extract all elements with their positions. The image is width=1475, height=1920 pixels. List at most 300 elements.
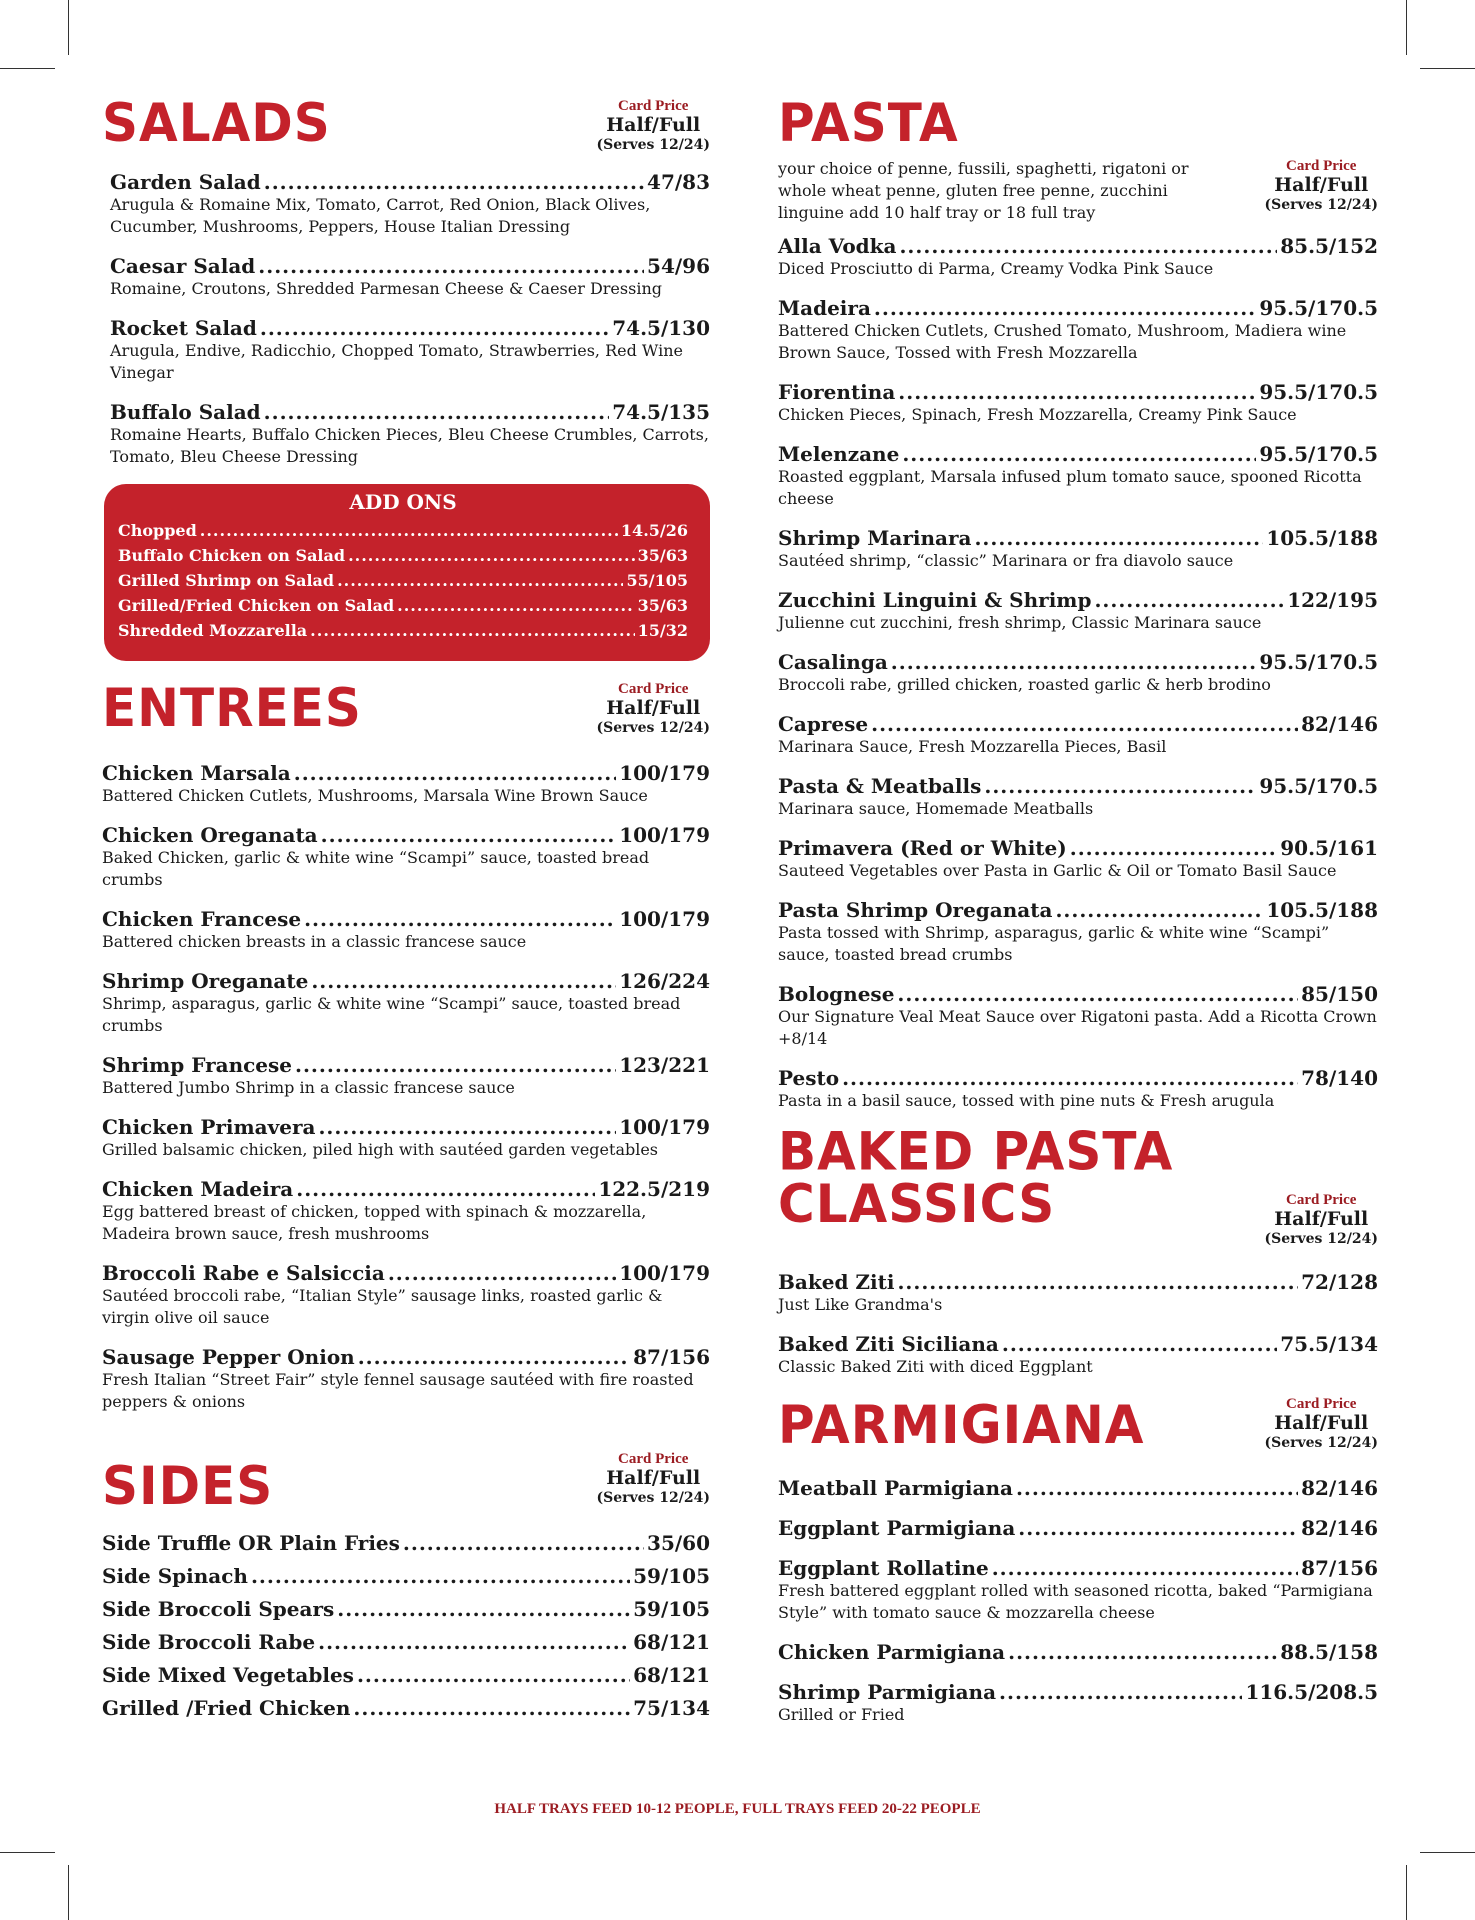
- menu-item: [102, 1564, 710, 1588]
- menu-item-price: 105.5/188: [1266, 526, 1378, 550]
- menu-item-price: 105.5/188: [1266, 898, 1378, 922]
- menu-item-name: Shrimp Marinara: [778, 526, 972, 550]
- menu-item-name: Eggplant Rollatine: [778, 1556, 989, 1580]
- menu-item-name: Chicken Parmigiana: [778, 1640, 1006, 1664]
- menu-item: [778, 526, 1378, 572]
- dot-leader: [200, 518, 618, 543]
- menu-item-name: Side Spinach: [102, 1564, 248, 1588]
- menu-item-price: 35/60: [647, 1531, 710, 1555]
- menu-item-description: Fresh Italian “Street Fair” style fennel sausage sautéed with fire roasted peppers & onions: [102, 1370, 694, 1411]
- dot-leader: [1002, 1332, 1277, 1356]
- menu-item: [110, 316, 710, 384]
- menu-item-price: 59/105: [633, 1597, 710, 1621]
- menu-item-description: Baked Chicken, garlic & white wine “Scampi” sauce, toasted bread crumbs: [102, 848, 650, 889]
- menu-item-name: Meatball Parmigiana: [778, 1476, 1013, 1500]
- price-header: [596, 1451, 710, 1506]
- menu-item-name: Casalinga: [778, 650, 888, 674]
- menu-item-line: [778, 774, 1378, 798]
- menu-item: [102, 1696, 710, 1720]
- crop-mark: [0, 68, 55, 69]
- menu-item: [778, 898, 1378, 966]
- menu-item-name: Buffalo Chicken on Salad: [118, 546, 346, 565]
- menu-item-name: Chicken Primavera: [102, 1115, 316, 1139]
- menu-item-line: [102, 969, 710, 993]
- menu-item: [778, 836, 1378, 882]
- menu-item-price: 100/179: [619, 907, 710, 931]
- menu-item-name: Broccoli Rabe e Salsiccia: [102, 1261, 385, 1285]
- menu-item-price: 47/83: [647, 170, 710, 194]
- menu-item-line: [778, 1066, 1378, 1090]
- menu-item: [102, 969, 710, 1037]
- menu-item-description: Romaine, Croutons, Shredded Parmesan Cheese & Caeser Dressing: [110, 279, 662, 298]
- dot-leader: [984, 774, 1256, 798]
- menu-item-description: Romaine Hearts, Buffalo Chicken Pieces, Bleu Cheese Crumbles, Carrots, Tomato, Bleu Cheese Dressing: [110, 425, 709, 466]
- menu-item-line: [778, 1476, 1378, 1500]
- menu-item-line: [778, 1332, 1378, 1356]
- menu-item-line: [102, 1261, 710, 1285]
- dot-leader: [1055, 898, 1263, 922]
- half-full-label: Half/Full: [606, 114, 701, 137]
- half-full-label: Half/Full: [606, 697, 701, 720]
- dot-leader: [891, 650, 1257, 674]
- menu-item-description: Battered Chicken Cutlets, Mushrooms, Marsala Wine Brown Sauce: [102, 786, 648, 805]
- baked-title: BAKED PASTA CLASSICS: [778, 1121, 1174, 1235]
- menu-item: [118, 618, 688, 643]
- menu-item-name: Shrimp Francese: [102, 1053, 292, 1077]
- menu-item: [778, 1476, 1378, 1500]
- price-header: [1264, 1192, 1378, 1247]
- menu-item-line: [778, 1640, 1378, 1664]
- menu-item: [778, 296, 1378, 364]
- dot-leader: [388, 1261, 616, 1285]
- menu-item-line: [778, 1680, 1378, 1704]
- menu-item-price: 95.5/170.5: [1259, 650, 1378, 674]
- dot-leader: [264, 400, 610, 424]
- menu-item: [102, 1597, 710, 1621]
- dot-leader: [251, 1564, 630, 1588]
- menu-item-line: [102, 1345, 710, 1369]
- menu-item-price: 68/121: [633, 1630, 710, 1654]
- menu-item-line: [778, 982, 1378, 1006]
- serves-label: (Serves 12/24): [1264, 1435, 1378, 1452]
- parm-title: PARMIGIANA: [778, 1394, 1145, 1456]
- menu-item-price: 78/140: [1301, 1066, 1378, 1090]
- menu-item-name: Rocket Salad: [110, 316, 257, 340]
- menu-item-name: Side Mixed Vegetables: [102, 1663, 354, 1687]
- addons-box: [104, 484, 710, 661]
- menu-item-name: Pasta & Meatballs: [778, 774, 982, 798]
- half-full-label: Half/Full: [1274, 1208, 1369, 1231]
- menu-item-price: 55/105: [626, 571, 688, 590]
- menu-item-line: [778, 296, 1378, 320]
- menu-item-price: 87/156: [1301, 1556, 1378, 1580]
- entrees-list: [102, 761, 710, 1413]
- menu-item-line: [102, 1177, 710, 1201]
- dot-leader: [318, 1630, 630, 1654]
- menu-item: [778, 1270, 1378, 1316]
- menu-item-line: [778, 1270, 1378, 1294]
- menu-item: [102, 1261, 710, 1329]
- menu-item-price: 82/146: [1301, 712, 1378, 736]
- menu-item-price: 100/179: [619, 1261, 710, 1285]
- dot-leader: [842, 1066, 1298, 1090]
- menu-item-line: [110, 170, 710, 194]
- menu-item-price: 95.5/170.5: [1259, 380, 1378, 404]
- entrees-header: [102, 679, 710, 761]
- menu-item-name: Baked Ziti: [778, 1270, 895, 1294]
- menu-item: [102, 1630, 710, 1654]
- menu-item-description: Sautéed shrimp, “classic” Marinara or fra diavolo sauce: [778, 551, 1234, 570]
- half-full-label: Half/Full: [1274, 1412, 1369, 1435]
- crop-mark: [68, 0, 69, 55]
- menu-item: [110, 170, 710, 238]
- menu-item-price: 85.5/152: [1280, 234, 1378, 258]
- menu-item: [110, 254, 710, 300]
- menu-item: [102, 1053, 710, 1099]
- menu-item-description: Arugula, Endive, Radicchio, Chopped Tomato, Strawberries, Red Wine Vinegar: [110, 341, 683, 382]
- menu-item: [778, 1640, 1378, 1664]
- menu-item-description: Our Signature Veal Meat Sauce over Rigatoni pasta. Add a Ricotta Crown +8/14: [778, 1007, 1377, 1048]
- menu-item-line: [110, 400, 710, 424]
- card-price-label: Card Price: [1286, 1192, 1357, 1208]
- menu-item-price: 122/195: [1287, 588, 1378, 612]
- dot-leader: [321, 823, 617, 847]
- parm-header: [778, 1394, 1378, 1476]
- menu-item-description: Pasta in a basil sauce, tossed with pine nuts & Fresh arugula: [778, 1091, 1275, 1110]
- menu-item-name: Chicken Oreganata: [102, 823, 318, 847]
- menu-item-price: 35/63: [637, 546, 688, 565]
- menu-item-line: [110, 254, 710, 278]
- menu-item-price: 100/179: [619, 1115, 710, 1139]
- menu-item-name: Chicken Madeira: [102, 1177, 294, 1201]
- menu-item-description: Julienne cut zucchini, fresh shrimp, Classic Marinara sauce: [778, 613, 1262, 632]
- dot-leader: [258, 254, 644, 278]
- menu-item-line: [102, 1696, 710, 1720]
- menu-item-line: [118, 568, 688, 593]
- menu-item-name: Fiorentina: [778, 380, 896, 404]
- dot-leader: [1070, 836, 1278, 860]
- left-column: [102, 92, 710, 1729]
- menu-item: [778, 442, 1378, 510]
- dot-leader: [974, 526, 1263, 550]
- dot-leader: [897, 1270, 1298, 1294]
- menu-item-name: Alla Vodka: [778, 234, 897, 258]
- menu-item: [118, 568, 688, 593]
- menu-item: [778, 234, 1378, 280]
- menu-item: [778, 1516, 1378, 1540]
- menu-item-line: [778, 1516, 1378, 1540]
- right-column: [778, 92, 1378, 1742]
- menu-item-line: [102, 907, 710, 931]
- menu-item-price: 15/32: [637, 621, 688, 640]
- menu-item-line: [118, 518, 688, 543]
- menu-item: [778, 1556, 1378, 1624]
- menu-item-description: Broccoli rabe, grilled chicken, roasted garlic & herb brodino: [778, 675, 1271, 694]
- dot-leader: [310, 618, 634, 643]
- menu-item-description: Sauteed Vegetables over Pasta in Garlic & Oil or Tomato Basil Sauce: [778, 861, 1337, 880]
- baked-header: [778, 1121, 1378, 1270]
- menu-item-name: Grilled Shrimp on Salad: [118, 571, 335, 590]
- menu-item-name: Primavera (Red or White): [778, 836, 1067, 860]
- menu-item-line: [778, 380, 1378, 404]
- menu-item-price: 126/224: [619, 969, 710, 993]
- menu-item: [102, 761, 710, 807]
- addons-title: ADD ONS: [349, 490, 457, 514]
- salads-header: [102, 92, 710, 170]
- menu-item-name: Chicken Marsala: [102, 761, 291, 785]
- menu-item-name: Pesto: [778, 1066, 840, 1090]
- serves-label: (Serves 12/24): [596, 1490, 710, 1507]
- menu-item-line: [778, 234, 1378, 258]
- dot-leader: [318, 1115, 616, 1139]
- serves-label: (Serves 12/24): [1264, 197, 1378, 214]
- menu-item: [118, 543, 688, 568]
- baked-list: [778, 1270, 1378, 1378]
- dot-leader: [348, 543, 635, 568]
- menu-item: [102, 1345, 710, 1413]
- menu-item-price: 82/146: [1301, 1516, 1378, 1540]
- menu-item-description: Pasta tossed with Shrimp, asparagus, garlic & white wine “Scampi” sauce, toasted bread crumbs: [778, 923, 1330, 964]
- menu-item: [102, 1663, 710, 1687]
- menu-item-line: [118, 618, 688, 643]
- dot-leader: [871, 712, 1298, 736]
- footer-note: HALF TRAYS FEED 10-12 PEOPLE, FULL TRAYS FEED 20-22 PEOPLE: [494, 1801, 981, 1817]
- menu-item-description: Marinara sauce, Homemade Meatballs: [778, 799, 1094, 818]
- pasta-header: [778, 92, 1378, 234]
- salads-list: [102, 170, 710, 468]
- menu-item-line: [778, 650, 1378, 674]
- menu-item-price: 85/150: [1301, 982, 1378, 1006]
- menu-item-description: Battered Jumbo Shrimp in a classic francese sauce: [102, 1078, 515, 1097]
- menu-item-price: 74.5/135: [612, 400, 710, 424]
- card-price-label: Card Price: [1286, 1396, 1357, 1412]
- menu-item-price: 35/63: [637, 596, 688, 615]
- menu-item-price: 82/146: [1301, 1476, 1378, 1500]
- menu-item-name: Caprese: [778, 712, 869, 736]
- crop-mark: [1406, 0, 1407, 55]
- card-price-label: Card Price: [618, 1451, 689, 1467]
- parm-list: [778, 1476, 1378, 1726]
- menu-item: [778, 1066, 1378, 1112]
- menu-item-name: Baked Ziti Siciliana: [778, 1332, 999, 1356]
- dot-leader: [1008, 1640, 1277, 1664]
- menu-item-name: Side Broccoli Spears: [102, 1597, 335, 1621]
- menu-item: [778, 380, 1378, 426]
- dot-leader: [353, 1696, 630, 1720]
- menu-item-line: [118, 593, 688, 618]
- menu-item-name: Chopped: [118, 521, 197, 540]
- menu-item-name: Grilled/Fried Chicken on Salad: [118, 596, 395, 615]
- menu-item: [102, 1531, 710, 1555]
- price-header: [1264, 158, 1378, 213]
- menu-item: [778, 712, 1378, 758]
- menu-item-name: Sausage Pepper Onion: [102, 1345, 355, 1369]
- menu-item: [102, 1177, 710, 1245]
- menu-item-name: Side Broccoli Rabe: [102, 1630, 316, 1654]
- menu-item-description: Battered Chicken Cutlets, Crushed Tomato, Mushroom, Madiera wine Brown Sauce, Tossed with Fresh Mozzarella: [778, 321, 1347, 362]
- crop-mark: [0, 1852, 55, 1853]
- menu-item-name: Zucchini Linguini & Shrimp: [778, 588, 1092, 612]
- menu-item-price: 72/128: [1301, 1270, 1378, 1294]
- dot-leader: [897, 982, 1298, 1006]
- menu-item-price: 75.5/134: [1280, 1332, 1378, 1356]
- menu-item-line: [778, 898, 1378, 922]
- menu-item-line: [102, 1630, 710, 1654]
- menu-item-description: Diced Prosciutto di Parma, Creamy Vodka Pink Sauce: [778, 259, 1214, 278]
- dot-leader: [311, 969, 616, 993]
- dot-leader: [1094, 588, 1284, 612]
- menu-item-line: [102, 823, 710, 847]
- menu-item-price: 75/134: [633, 1696, 710, 1720]
- menu-item-name: Shredded Mozzarella: [118, 621, 308, 640]
- menu-item-name: Caesar Salad: [110, 254, 256, 278]
- menu-item-description: Grilled or Fried: [778, 1705, 905, 1724]
- menu-item-price: 88.5/158: [1280, 1640, 1378, 1664]
- menu-item-price: 14.5/26: [620, 521, 688, 540]
- addons-list: [118, 518, 688, 643]
- dot-leader: [1018, 1516, 1298, 1540]
- card-price-label: Card Price: [618, 98, 689, 114]
- menu-item-name: Chicken Francese: [102, 907, 302, 931]
- menu-item-price: 123/221: [619, 1053, 710, 1077]
- menu-item-description: Fresh battered eggplant rolled with seasoned ricotta, baked “Parmigiana Style” with tomato sauce & mozzarella cheese: [778, 1581, 1373, 1622]
- menu-item-line: [778, 1556, 1378, 1580]
- menu-item-line: [102, 1663, 710, 1687]
- menu-item-description: Battered chicken breasts in a classic francese sauce: [102, 932, 527, 951]
- menu-item-price: 100/179: [619, 761, 710, 785]
- crop-mark: [1420, 68, 1475, 69]
- sides-header: [102, 1449, 710, 1531]
- menu-item-name: Melenzane: [778, 442, 900, 466]
- menu-item-line: [778, 712, 1378, 736]
- menu-item-name: Pasta Shrimp Oreganata: [778, 898, 1053, 922]
- menu-item-price: 87/156: [633, 1345, 710, 1369]
- price-header: [596, 681, 710, 736]
- menu-item-line: [778, 526, 1378, 550]
- menu-item-name: Madeira: [778, 296, 871, 320]
- dot-leader: [403, 1531, 644, 1555]
- dot-leader: [898, 380, 1256, 404]
- crop-mark: [1420, 1852, 1475, 1853]
- menu-item: [102, 1115, 710, 1161]
- serves-label: (Serves 12/24): [596, 720, 710, 737]
- menu-item-price: 68/121: [633, 1663, 710, 1687]
- menu-item-price: 74.5/130: [612, 316, 710, 340]
- menu-item-price: 95.5/170.5: [1259, 442, 1378, 466]
- menu-item-line: [778, 442, 1378, 466]
- menu-item: [102, 823, 710, 891]
- menu-item-description: Roasted eggplant, Marsala infused plum tomato sauce, spooned Ricotta cheese: [778, 467, 1362, 508]
- menu-item-description: Classic Baked Ziti with diced Eggplant: [778, 1357, 1093, 1376]
- dot-leader: [992, 1556, 1298, 1580]
- sides-title: SIDES: [102, 1455, 274, 1517]
- menu-item-name: Grilled /Fried Chicken: [102, 1696, 351, 1720]
- sides-list: [102, 1531, 710, 1720]
- half-full-label: Half/Full: [1274, 174, 1369, 197]
- dot-leader: [260, 316, 609, 340]
- dot-leader: [1016, 1476, 1298, 1500]
- menu-item-line: [110, 316, 710, 340]
- dot-leader: [337, 568, 623, 593]
- menu-item-price: 95.5/170.5: [1259, 296, 1378, 320]
- menu-item-price: 59/105: [633, 1564, 710, 1588]
- menu-item-line: [102, 1597, 710, 1621]
- menu-item: [778, 1680, 1378, 1726]
- menu-item-name: Bolognese: [778, 982, 895, 1006]
- menu-item-name: Side Truffle OR Plain Fries: [102, 1531, 400, 1555]
- menu-item-description: Grilled balsamic chicken, piled high with sautéed garden vegetables: [102, 1140, 659, 1159]
- half-full-label: Half/Full: [606, 1467, 701, 1490]
- menu-item-name: Garden Salad: [110, 170, 261, 194]
- menu-item-line: [102, 1531, 710, 1555]
- menu-item-line: [778, 836, 1378, 860]
- menu-item-line: [102, 1053, 710, 1077]
- salads-title: SALADS: [102, 92, 331, 154]
- dot-leader: [874, 296, 1256, 320]
- dot-leader: [264, 170, 644, 194]
- entrees-title: ENTREES: [102, 677, 362, 739]
- dot-leader: [357, 1663, 630, 1687]
- dot-leader: [358, 1345, 630, 1369]
- menu-item: [778, 1332, 1378, 1378]
- menu-item: [778, 982, 1378, 1050]
- menu-item-price: 95.5/170.5: [1259, 774, 1378, 798]
- menu-item-description: Egg battered breast of chicken, topped with spinach & mozzarella, Madeira brown sauce, fresh mushrooms: [102, 1202, 647, 1243]
- serves-label: (Serves 12/24): [1264, 1231, 1378, 1248]
- price-header: [1264, 1396, 1378, 1451]
- menu-item-name: Eggplant Parmigiana: [778, 1516, 1016, 1540]
- menu-item-description: Marinara Sauce, Fresh Mozzarella Pieces, Basil: [778, 737, 1167, 756]
- menu-item: [118, 518, 688, 543]
- menu-item-description: Sautéed broccoli rabe, “Italian Style” sausage links, roasted garlic & virgin olive oil sauce: [102, 1286, 663, 1327]
- menu-item-description: Shrimp, asparagus, garlic & white wine “Scampi” sauce, toasted bread crumbs: [102, 994, 681, 1035]
- dot-leader: [295, 1053, 616, 1077]
- menu-item-description: Arugula & Romaine Mix, Tomato, Carrot, Red Onion, Black Olives, Cucumber, Mushrooms, Peppers, House Italian Dressing: [110, 195, 651, 236]
- crop-mark: [68, 1865, 69, 1920]
- menu-item-line: [102, 1564, 710, 1588]
- menu-item-price: 122.5/219: [598, 1177, 710, 1201]
- menu-item-price: 54/96: [647, 254, 710, 278]
- price-header: [596, 98, 710, 153]
- serves-label: (Serves 12/24): [596, 137, 710, 154]
- dot-leader: [294, 761, 616, 785]
- dot-leader: [902, 442, 1256, 466]
- menu-item-description: Chicken Pieces, Spinach, Fresh Mozzarella, Creamy Pink Sauce: [778, 405, 1297, 424]
- menu-item-line: [778, 588, 1378, 612]
- dot-leader: [999, 1680, 1242, 1704]
- menu-item: [778, 588, 1378, 634]
- menu-item: [118, 593, 688, 618]
- card-price-label: Card Price: [1286, 158, 1357, 174]
- dot-leader: [899, 234, 1277, 258]
- crop-mark: [1406, 1865, 1407, 1920]
- menu-item-name: Shrimp Parmigiana: [778, 1680, 997, 1704]
- dot-leader: [304, 907, 616, 931]
- card-price-label: Card Price: [618, 681, 689, 697]
- pasta-list: [778, 234, 1378, 1112]
- pasta-title: PASTA: [778, 92, 959, 154]
- menu-item-name: Shrimp Oreganate: [102, 969, 309, 993]
- menu-item-line: [102, 1115, 710, 1139]
- dot-leader: [397, 593, 634, 618]
- menu-item-line: [102, 761, 710, 785]
- menu-item: [102, 907, 710, 953]
- menu-item: [110, 400, 710, 468]
- menu-item-name: Buffalo Salad: [110, 400, 261, 424]
- menu-item-price: 90.5/161: [1280, 836, 1378, 860]
- menu-item-price: 100/179: [619, 823, 710, 847]
- menu-item-price: 116.5/208.5: [1245, 1680, 1378, 1704]
